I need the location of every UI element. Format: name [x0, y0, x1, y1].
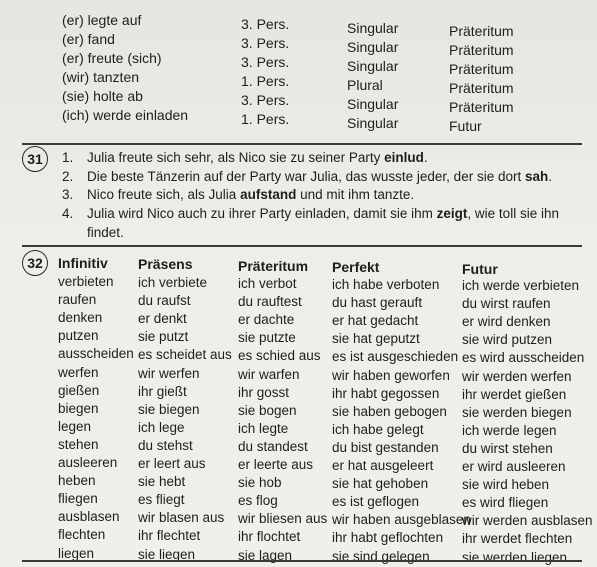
section30-cell-tense: Präteritum [449, 80, 514, 96]
cell-futur: sie werden biegen [462, 404, 572, 420]
cell-futur: sie wird putzen [462, 332, 553, 348]
sentence-4 [62, 205, 582, 242]
cell-praeteritum: ich verbot [238, 276, 297, 291]
cell-futur: er wird denken [462, 314, 551, 330]
cell-perfekt: sie sind gelegen [332, 548, 430, 564]
cell-futur: er wird ausleeren [462, 459, 566, 474]
cell-futur: sie wird heben [462, 477, 550, 493]
table-row [0, 509, 597, 527]
exercise-number-32: 32 [22, 250, 48, 276]
cell-infinitiv: biegen [58, 400, 99, 416]
verb-highlight: zeigt [436, 206, 468, 222]
cell-futur: ihr werdet flechten [462, 531, 573, 547]
cell-futur: es wird fliegen [462, 495, 549, 511]
section-31-sentences [62, 149, 582, 243]
table-row [0, 346, 597, 364]
cell-infinitiv: raufen [58, 292, 97, 308]
section30-cell-tense: Präteritum [449, 99, 514, 115]
cell-infinitiv: werfen [58, 364, 99, 380]
cell-perfekt: ihr habt geflochten [332, 530, 444, 546]
cell-futur: ich werde verbieten [462, 278, 580, 293]
sentence-number: 1. [62, 150, 74, 165]
cell-praesens: es scheidet aus [138, 347, 232, 363]
cell-infinitiv: denken [58, 310, 103, 326]
cell-praeteritum: ihr flochtet [238, 529, 301, 545]
table-row [0, 310, 597, 328]
cell-praesens: ich verbiete [138, 275, 208, 290]
table-row [0, 328, 597, 346]
sentence-number: 4. [62, 206, 74, 222]
section30-cell-pronoun-verb: (sie) holte ab [62, 88, 143, 104]
cell-praesens: ihr gießt [138, 383, 187, 399]
cell-infinitiv: gießen [58, 382, 100, 398]
cell-praeteritum: es schied aus [238, 348, 321, 364]
verb-highlight: aufstand [240, 187, 297, 203]
divider-32 [22, 245, 582, 247]
sentence-text: , wie toll sie ihn findet. [87, 206, 559, 240]
section30-cell-tense: Präteritum [449, 23, 514, 39]
sentence-2 [62, 168, 582, 187]
table-row [0, 491, 597, 509]
exercise-number-31: 31 [22, 146, 48, 172]
sentence-3 [62, 186, 582, 205]
cell-praeteritum: wir warfen [238, 366, 300, 382]
cell-praesens: wir blasen aus [138, 510, 225, 526]
cell-infinitiv: ausblasen [58, 509, 120, 525]
cell-infinitiv: liegen [58, 545, 95, 561]
cell-perfekt: wir haben geworfen [332, 367, 450, 383]
sentence-1 [62, 149, 582, 168]
section30-cell-tense: Präteritum [449, 61, 514, 77]
section30-cell-pronoun-verb: (er) legte auf [62, 12, 142, 28]
section30-row [0, 107, 597, 134]
cell-praeteritum: sie bogen [238, 402, 297, 418]
verb-highlight: sah [524, 168, 549, 184]
cell-praesens: er denkt [138, 311, 187, 327]
table-row [0, 455, 597, 473]
section30-cell-number: Singular [347, 58, 399, 74]
cell-praesens: ich lege [138, 419, 185, 435]
cell-futur: du wirst raufen [462, 296, 551, 312]
section30-cell-number: Singular [347, 39, 399, 55]
divider-31 [22, 143, 582, 145]
table-row [0, 419, 597, 437]
sentence-number: 2. [62, 168, 74, 184]
section30-cell-pronoun-verb: (er) freute (sich) [62, 50, 162, 66]
sentence-text: . [548, 168, 552, 184]
cell-praeteritum: ich legte [238, 420, 289, 436]
section30-cell-pronoun-verb: (ich) werde einladen [62, 107, 189, 123]
table-row [0, 274, 597, 292]
cell-infinitiv: ausscheiden [58, 346, 134, 362]
table-row [0, 473, 597, 491]
cell-perfekt: wir haben ausgeblasen [332, 512, 471, 528]
cell-infinitiv: stehen [58, 436, 99, 452]
cell-perfekt: du bist gestanden [332, 439, 439, 455]
cell-infinitiv: heben [58, 473, 96, 489]
cell-perfekt: er hat ausgeleert [332, 458, 434, 473]
table-row [0, 437, 597, 455]
cell-perfekt: ich habe verboten [332, 277, 440, 292]
section30-cell-number: Singular [347, 96, 399, 112]
cell-perfekt: ich habe gelegt [332, 421, 424, 437]
header-praesens: Präsens [138, 256, 193, 272]
cell-perfekt: sie haben gebogen [332, 403, 447, 419]
cell-praeteritum: sie hob [238, 475, 282, 491]
section30-cell-tense: Präteritum [449, 42, 514, 58]
header-perfekt: Perfekt [332, 259, 380, 275]
cell-praeteritum: er leerte aus [238, 457, 314, 472]
section30-cell-number: Plural [347, 77, 383, 93]
section30-cell-person: 3. Pers. [241, 16, 290, 32]
sentence-text: Die beste Tänzerin auf der Party war Julia, das wusste jeder, der sie dort [87, 168, 525, 184]
cell-praeteritum: es flog [238, 493, 278, 509]
cell-praeteritum: sie lagen [238, 547, 293, 563]
section30-cell-person: 1. Pers. [241, 73, 290, 89]
section30-cell-pronoun-verb: (er) fand [62, 31, 115, 47]
cell-praeteritum: du rauftest [238, 294, 302, 310]
cell-praeteritum: ihr gosst [238, 384, 290, 400]
section30-cell-person: 3. Pers. [241, 54, 290, 70]
cell-praesens: er leert aus [138, 456, 206, 471]
cell-praesens: du stehst [138, 437, 193, 453]
cell-praesens: wir werfen [138, 365, 200, 381]
header-futur: Futur [462, 261, 498, 277]
cell-infinitiv: putzen [58, 328, 99, 344]
section30-cell-person: 3. Pers. [241, 92, 290, 108]
verb-highlight: einlud [384, 150, 424, 165]
cell-futur: es wird ausscheiden [462, 350, 585, 366]
cell-perfekt: es ist ausgeschieden [332, 349, 459, 365]
sentence-number: 3. [62, 187, 74, 203]
section30-cell-number: Singular [347, 115, 399, 131]
header-infinitiv: Infinitiv [58, 255, 108, 271]
section30-cell-tense: Futur [449, 118, 482, 134]
cell-futur: wir werden werfen [462, 368, 572, 384]
table-row [0, 383, 597, 401]
cell-perfekt: ihr habt gegossen [332, 385, 440, 401]
cell-perfekt: er hat gedacht [332, 313, 419, 329]
cell-praesens: es fliegt [138, 492, 185, 508]
cell-futur: ich werde legen [462, 422, 557, 438]
cell-praeteritum: er dachte [238, 312, 295, 328]
sentence-text: . [423, 150, 428, 165]
cell-praesens: ihr flechtet [138, 528, 201, 544]
table-row [0, 292, 597, 310]
sentence-text: Julia freute sich sehr, als Nico sie zu seiner Party [87, 150, 385, 165]
cell-perfekt: sie hat gehoben [332, 476, 429, 492]
cell-praesens: sie hebt [138, 474, 186, 490]
cell-infinitiv: flechten [58, 527, 106, 543]
cell-praeteritum: wir bliesen aus [238, 511, 328, 527]
table-row [0, 401, 597, 419]
table-row [0, 365, 597, 383]
section30-cell-pronoun-verb: (wir) tanzten [62, 69, 140, 85]
cell-perfekt: sie hat geputzt [332, 331, 420, 347]
cell-infinitiv: legen [58, 418, 92, 434]
cell-praeteritum: sie putzte [238, 330, 296, 346]
cell-praesens: sie putzt [138, 329, 189, 345]
cell-infinitiv: verbieten [58, 274, 114, 289]
cell-praesens: sie biegen [138, 401, 200, 417]
sentence-text: und mit ihm tanzte. [296, 187, 415, 203]
cell-perfekt: es ist geflogen [332, 494, 420, 510]
section30-cell-number: Singular [347, 20, 399, 36]
header-praeteritum: Präteritum [238, 258, 309, 274]
bottom-divider [22, 560, 582, 562]
sentence-text: Nico freute sich, als Julia [87, 187, 241, 203]
cell-infinitiv: ausleeren [58, 455, 118, 470]
cell-futur: ihr werdet gießen [462, 386, 567, 402]
cell-praesens: du raufst [138, 293, 191, 309]
cell-infinitiv: fliegen [58, 491, 98, 507]
sentence-text: Julia wird Nico auch zu ihrer Party einladen, damit sie ihm [87, 206, 437, 222]
cell-praeteritum: du standest [238, 438, 308, 454]
section30-cell-person: 3. Pers. [241, 35, 290, 51]
cell-praesens: sie liegen [138, 546, 196, 562]
cell-perfekt: du hast gerauft [332, 295, 423, 311]
cell-futur: du wirst stehen [462, 440, 553, 456]
section30-cell-person: 1. Pers. [241, 111, 290, 127]
table-row [0, 527, 597, 545]
cell-futur: wir werden ausblasen [462, 513, 593, 529]
cell-futur: sie werden liegen [462, 549, 568, 565]
